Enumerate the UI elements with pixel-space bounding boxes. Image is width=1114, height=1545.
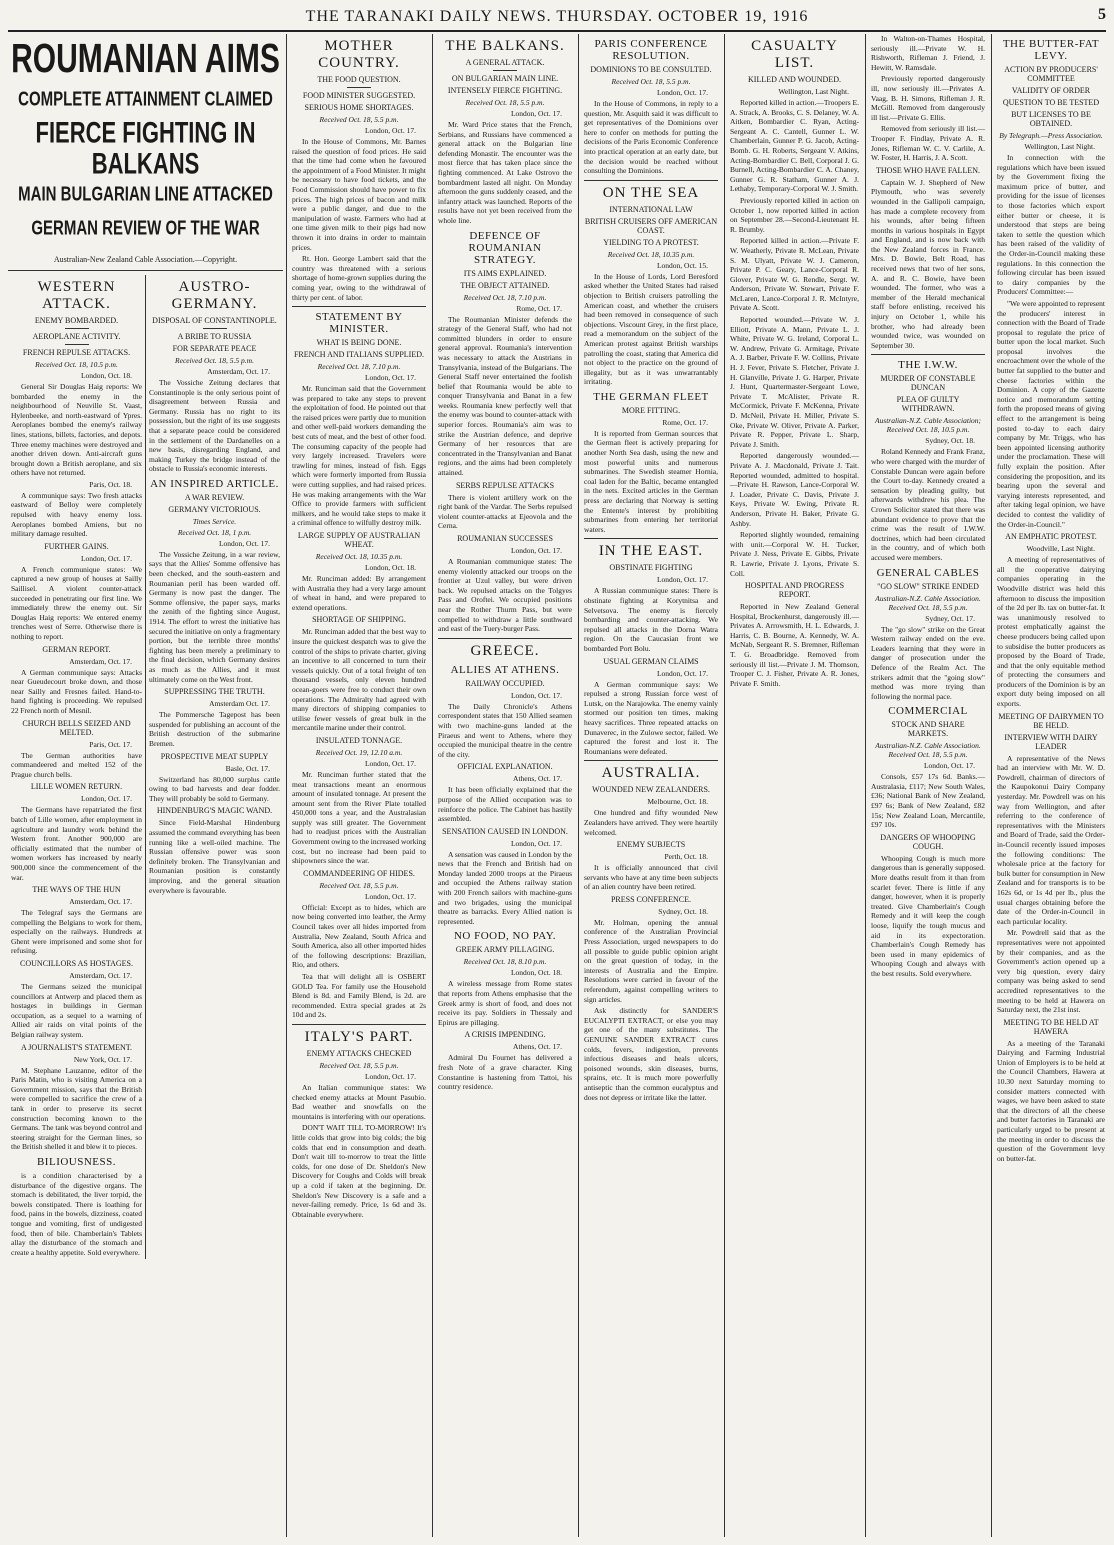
section-title: THE BALKANS. bbox=[445, 38, 565, 54]
subhead: ACTION BY PRODUCERS' COMMITTEE bbox=[1004, 65, 1098, 83]
subhead: FRENCH REPULSE ATTACKS. bbox=[22, 347, 131, 357]
article-text: In Walton-on-Thames Hospital, seriously ill.—Private W. H. Rishworth, Rifleman J. Friend, J. Hewitt, W. Ramsdale. bbox=[871, 34, 985, 72]
article-text: There is violent artillery work on the right bank of the Vardar. The Serbs repulsed violent counter-attacks at Ejeovola and the Cerna. bbox=[438, 492, 572, 531]
section-title: THE I.W.W. bbox=[898, 359, 958, 372]
article-text: The Germans have repatriated the first batch of Lille women, after employment in agriculture and laundry work behind the Western front. Another 900,000 are officially estimated that the number of women workers has increased by nearly 900,000 since the commencement of the war. bbox=[11, 805, 142, 882]
subhead: THE OBJECT ATTAINED. bbox=[460, 280, 550, 290]
subhead: STOCK AND SHARE MARKETS. bbox=[891, 720, 965, 739]
section-title: COMMERCIAL bbox=[888, 705, 968, 718]
received-line: Received Oct. 18, 10.35 p.m. bbox=[607, 249, 695, 259]
article-text: Mr. Runciman further stated that the meat transactions meant an enormous amount of insulated tonnage. At present the amount sent from the River Plate totalled 450,000 tons a year, and the Australasian supply was still greater. The Government had to readjust prices with the Australian Government owing to the increased working cost, but no increase had been paid to shipowners since the war. bbox=[292, 769, 426, 866]
subhead: VALIDITY OF ORDER bbox=[1011, 86, 1091, 95]
dateline: London, Oct. 17. bbox=[364, 1071, 416, 1081]
subhead: WOUNDED NEW ZEALANDERS. bbox=[592, 785, 710, 795]
dateline: Amsterdam, Oct. 17. bbox=[69, 656, 132, 666]
divider bbox=[584, 538, 718, 539]
column-rule bbox=[865, 34, 866, 1537]
divider bbox=[584, 760, 718, 761]
dateline: Woodville, Last Night. bbox=[1026, 544, 1095, 554]
article-text: As a meeting of the Taranaki Dairying and Farming Industrial Union of Employers is to be held at the Council Chambers, Hawera at 10.30 next Saturday morning to consider matters connected with wages, we have been asked to state that the directors of all the cheese and butter factories in Taranaki are particularly urged to be present at the meeting in order to discuss the question of the Government levy on butter-fat. bbox=[997, 1038, 1105, 1163]
column-casualty-continued bbox=[868, 34, 988, 1534]
subhead: DANGERS OF WHOOPING COUGH. bbox=[880, 832, 976, 851]
subhead: THOSE WHO HAVE FALLEN. bbox=[876, 165, 980, 175]
article-text: A Roumanian communique states: The enemy violently attacked our troops on the frontier at Uzul valley, but were driven back. We repulsed attacks on the Tolgyes Pass and Oroftei. We occupied positions near the Rother Thurm Pass, but were compelled to withdraw a little southward and east of the Tuery-burger Pass. bbox=[438, 557, 572, 634]
dateline: Athens, Oct. 17. bbox=[513, 774, 562, 784]
article-text: Mr. Holman, opening the annual conference of the Australian Provincial Press Association, urged newspapers to do all possible to guide public opinion aright on the great question of today, in the interests of Australia and the Empire. Resolutions were carried in favour of the referendum, against compelling writers to sign articles. bbox=[584, 917, 718, 1004]
subhead: INSULATED TONNAGE. bbox=[315, 735, 403, 745]
dateline: London, Oct. 17. bbox=[218, 538, 270, 548]
dateline: Sydney, Oct. 17. bbox=[925, 613, 975, 623]
subhead: RAILWAY OCCUPIED. bbox=[465, 678, 545, 688]
dateline: Paris, Oct. 18. bbox=[89, 479, 132, 489]
received-line: Received Oct. 18, 5.5 p.m. bbox=[319, 880, 399, 890]
dateline: London, Oct. 17. bbox=[923, 761, 975, 771]
article-text: "We were appointed to represent the producers' interest in connection with the Board of Trade proposal to regulate the price of butter upon the local market. Such proposal involves the encroachment over the whole of the butter fat supplied to the butter and cheese factories within the Dominion. A copy of the Gazette notice and memorandum setting forth the proposed means of giving effect to the arrangement is being posted to-day to each dairy company by Mr. Triggs, who has been appointed licensing authority under the proclamation. These will fully explain the position. After considering the proposition, and its bearing upon the several and varying interests represented, and after taking legal opinion, we have decided to contest the validity of the Order-in-Council." bbox=[997, 298, 1105, 529]
article-text: Mr. Runciman said that the Government was prepared to take any steps to prevent the exploitation of food. He pointed out that the raised prices were partly due to munition and other well-paid workers demanding the best cuts of meat, and the best of other food. The consuming capacity of the people had very largely increased. Travelers were trawling for mines, instead of fish. Eggs which were formerly imported from Russia were cutting supplies, and had raised prices. He was making arrangements with the War Office to provide farmers with sufficient milkers, and he would take steps to make it a criminal offence to wilfully destroy milk. bbox=[292, 384, 426, 528]
article-text: The Telegraf says the Germans are compelling the Belgians to work for them, especially on the railways. Hundreds at Ghent were imprisoned and some shot for refusing. bbox=[11, 908, 142, 956]
article-text: Official: Except as to hides, which are now being converted into leather, the Army Council takes over all hides imported from Australia, New Zealand, South Africa and South America, also all other imported hides of the following descriptions: Brazilian, Rio, and others. bbox=[292, 902, 426, 970]
received-line: Australian-N.Z. Cable Association. Received Oct. 18, 5.5 p.m. bbox=[875, 741, 981, 760]
dateline: London, Oct. 17. bbox=[364, 891, 416, 901]
subhead: SHORTAGE OF SHIPPING. bbox=[312, 615, 406, 625]
column-rule bbox=[578, 34, 579, 1537]
column-1 bbox=[8, 34, 283, 1534]
dateline: Amsterdam Oct. 17. bbox=[209, 699, 270, 709]
column-balkans bbox=[435, 34, 575, 1534]
article-text: In the House of Lords, Lord Beresford asked whether the United States had raised objection to British cruisers patrolling the American coast, and whether the cruisers had been removed in consequence of such objections. Viscount Grey, in the first place, read a memorandum on the subject of the American protest against British warships patrolling the coast, stating that America did not object to the practice on the ground of illegality, but as it was unwarrantably irritating. bbox=[584, 271, 718, 387]
ad-text: Whooping Cough is much more dangerous than is generally supposed. More deaths result from it than from scarlet fever. There is little if any danger, however, when it is properly treated. Give Chamberlain's Cough Remedy and it will keep the cough loose, liquify the tough mucus and aid in its expectoration. Chamberlain's Cough Remedy has been used in many epidemics of Whooping Cough and always with the best results. Sold everywhere. bbox=[871, 853, 985, 978]
subhead: PRESS CONFERENCE. bbox=[610, 894, 692, 904]
dateline: London, Oct. 17. bbox=[510, 546, 562, 555]
subhead: KILLED AND WOUNDED. bbox=[748, 75, 841, 84]
section-title: WESTERN ATTACK. bbox=[37, 278, 116, 312]
subhead: COMMANDEERING OF HIDES. bbox=[303, 868, 415, 878]
service-line: By Telegraph.—Press Association. bbox=[999, 131, 1103, 140]
article-text: Since Field-Marshal Hindenburg assumed the command everything has been running like a well-oiled machine. The Russian offensive power was soon definitely broken. The Transylvanian and Roumanian position is constantly improving, and the general situation everywhere is favourable. bbox=[149, 818, 280, 895]
column-rule bbox=[991, 34, 992, 1537]
subhead: INTERVIEW WITH DAIRY LEADER bbox=[1004, 732, 1098, 751]
column-rule bbox=[286, 34, 287, 1537]
section-title: GREECE. bbox=[470, 642, 540, 659]
subhead: FOOD MINISTER SUGGESTED. bbox=[302, 91, 416, 100]
article-text: Removed from seriously ill list.—Trooper F. Findlay, Private A. R. Jones, Rifleman W. C. V. Carlile, A. W. Foster, H. Harris, J. A. Scott. bbox=[871, 124, 985, 163]
subhead: LARGE SUPPLY OF AUSTRALIAN WHEAT. bbox=[297, 531, 421, 549]
dateline: London, Oct. 17. bbox=[364, 126, 416, 135]
column-conference bbox=[581, 34, 721, 1534]
received-line: Australian-N.Z. Cable Association. Received Oct. 18, 5.5 p.m. bbox=[875, 593, 981, 612]
subhead: PLEA OF GUILTY WITHDRAWN. bbox=[896, 395, 960, 414]
article-text: Mr. Ward Price states that the French, Serbians, and Russians have commenced a general attack on the Bulgarian line defending Monastir. The encounter was the most fierce that has taken place since the fighting commenced. At Lake Ostrovo the bombardment lasted all night. On Monday afternoon the guns suddenly ceased, and the infantry attack was launched. Reports of the results have not yet been received from the whole line. bbox=[438, 120, 572, 225]
subhead: QUESTION TO BE TESTED bbox=[1002, 98, 1100, 107]
headline-main: ROUMANIAN AIMS bbox=[11, 37, 280, 82]
dateline: Athens, Oct. 17. bbox=[513, 1042, 562, 1052]
subhead: GERMAN REPORT. bbox=[42, 644, 111, 654]
article-text: A communique says: Two fresh attacks eastward of Belloy were completely repulsed with heavy enemy loss. Aeroplanes bombed Amiens, but no military damage resulted. bbox=[11, 490, 142, 539]
article-text: An Italian communique states: We checked enemy attacks at Mount Pasubio. Bad weather and snowfalls on the mountains is interfering with our operations. bbox=[292, 1082, 426, 1121]
subhead: USUAL GERMAN CLAIMS bbox=[603, 656, 699, 666]
article-text: A sensation was caused in London by the news that the French and British had on Monday landed 2000 troops at the Piraeus and occupied the Athens railway station with 200 French sailors with machine-guns and two brigades, using the municipal theatre as barracks. Every Allied nation is represented. bbox=[438, 849, 572, 926]
received-line: Received Oct. 18, 5.5 p.m. bbox=[319, 1060, 399, 1070]
subcolumns bbox=[8, 275, 283, 1259]
subhead: MURDER OF CONSTABLE DUNCAN bbox=[880, 374, 976, 393]
section-title: NO FOOD, NO PAY. bbox=[453, 930, 557, 943]
subhead: ROUMANIAN SUCCESSES bbox=[457, 534, 553, 543]
dateline: London, Oct. 17. bbox=[510, 838, 562, 848]
dateline: London, Oct. 18. bbox=[510, 968, 562, 978]
subhead: FRENCH AND ITALIANS SUPPLIED. bbox=[293, 350, 425, 360]
received-line: Received Oct. 18, 5.5 p.m. bbox=[319, 115, 399, 124]
received-line: Received Oct. 18, 1 p.m. bbox=[177, 527, 252, 537]
column-rule bbox=[724, 34, 725, 1537]
subhead: MORE FITTING. bbox=[621, 405, 681, 415]
service-line: Times Service. bbox=[192, 516, 237, 526]
article-text: Previously reported dangerously ill, now seriously ill.—Privates A. Vaag, B. H. Simons, Rifleman J. R. McGill. Removed from dangerously ill list.—Private G. Ellis. bbox=[871, 74, 985, 122]
dash-rule bbox=[203, 328, 227, 329]
dateline: Amsterdam, Oct. 17. bbox=[69, 971, 132, 981]
dateline: Paris, Oct. 17. bbox=[89, 739, 132, 749]
masthead: THE TARANAKI DAILY NEWS. THURSDAY. OCTOBER 19, 1916 bbox=[305, 8, 809, 25]
subhead: SENSATION CAUSED IN LONDON. bbox=[442, 826, 568, 836]
received-line: Received Oct. 18, 5.5 p.m. bbox=[611, 77, 691, 86]
headline-5: GERMAN REVIEW OF THE WAR bbox=[31, 217, 260, 241]
subhead: INTERNATIONAL LAW bbox=[609, 204, 693, 214]
received-line: Received Oct. 18, 8.10 p.m. bbox=[463, 957, 547, 967]
section-title: AN INSPIRED ARTICLE. bbox=[150, 477, 279, 490]
subhead: DISPOSAL OF CONSTANTINOPLE. bbox=[152, 315, 277, 325]
column-mother-country bbox=[289, 34, 429, 1534]
subhead: BRITISH CRUISERS OFF AMERICAN COAST. bbox=[584, 216, 718, 235]
subhead: INTENSELY FIERCE FIGHTING. bbox=[447, 86, 563, 95]
received-line: Received Oct. 18, 5.5 p.m. bbox=[465, 98, 545, 107]
dateline: London, Oct. 18. bbox=[364, 563, 416, 572]
dateline: London, Oct. 17. bbox=[80, 553, 132, 563]
article-text: Reported dangerously wounded.—Private A. J. Macdonald, Private J. Tait. Reported wounded, admitted to hospital.—Private H. Rawson, Lance-Corporal W. J. Loader, Private C. Davis, Private J. Keys, Private W. Ewing, Private R. Anderson, Private H. Baker, Private G. Ashby. bbox=[730, 451, 859, 528]
section-title: ALLIES AT ATHENS. bbox=[450, 663, 560, 676]
subhead: OFFICIAL EXPLANATION. bbox=[457, 762, 553, 772]
subhead: YIELDING TO A PROTEST. bbox=[603, 237, 699, 247]
divider bbox=[584, 180, 718, 181]
subhead: A CRISIS IMPENDING. bbox=[464, 1030, 546, 1040]
article-text: A meeting of representatives of all the cooperative dairying companies operating in the Woodville district was held this afternoon to discuss the imposition of the 2d per lb. tax on butter-fat. It was unanimously resolved to protest emphatically against the cheese producers being called upon to subsidise the butter producers as proposed by the Board of Trade, and that the only equitable method of protecting the consumers and producers of the Dominion is by an export duty being imposed on all exports. bbox=[997, 555, 1105, 709]
dateline: Basle, Oct. 17. bbox=[225, 763, 270, 773]
cable-credit: Australian-New Zealand Cable Association.—Copyright. bbox=[53, 254, 238, 264]
article-text: A wireless message from Rome states that reports from Athens emphasise that the Greek army is short of food, and does not receive its pay. Soldiers in Thessaly and Epirus are pillaging. bbox=[438, 979, 572, 1027]
section-title: THE GERMAN FLEET bbox=[593, 390, 709, 403]
subhead: HINDENBURG'S MAGIC WAND. bbox=[156, 806, 273, 816]
section-title: AUSTRO-GERMANY. bbox=[171, 278, 258, 312]
headline-2: COMPLETE ATTAINMENT CLAIMED bbox=[18, 87, 273, 111]
subhead: ENEMY SUBJECTS bbox=[616, 840, 686, 850]
article-text: General Sir Douglas Haig reports: We bombarded the enemy in the neighbourhood of Neuville St. Vaast, Hylenbeeke, and north-eastward of Ypres. Aeroplanes bombed the enemy's railway lines, stations, billets, factories, and depots. Three enemy machines were destroyed and another driven down. Anti-aircraft guns brought down a British aeroplane, and six others have not returned. bbox=[11, 381, 142, 478]
subhead: DOMINIONS TO BE CONSULTED. bbox=[590, 65, 712, 74]
section-title: PARIS CONFERENCE RESOLUTION. bbox=[594, 38, 708, 62]
dash-rule bbox=[65, 344, 89, 345]
subhead: A WAR REVIEW. bbox=[184, 492, 245, 502]
ad-text: Tea that will delight all is OSBERT GOLD Tea. For family use the Household Blend is 8d. and Family Blend, is 2d. are recommended. Extra special grades at 2s 10d and 2s. bbox=[292, 972, 426, 1020]
subhead: FURTHER GAINS. bbox=[44, 541, 109, 551]
article-text: A German communique says: Attacks near Gueudecourt broke down, and those near Sailly and Fresnes failed. Hand-to-hand fighting is proceeding. We repulsed 22 French north of Mesnil. bbox=[11, 667, 142, 715]
article-text: It is reported from German sources that the German fleet is actively preparing for another North Sea dash, using the new and most powerful units and numerous submarines. The Swedish steamer Hornia, coal laden for the Baltic, became entangled in the nets. Excited articles in the German press are declaring that Norway is setting the Entente's interest by prohibiting submarines from entering her territorial waters. bbox=[584, 428, 718, 534]
divider bbox=[438, 638, 572, 639]
article-text: A French communique states: We captured a new group of houses at Sailly Saillisel. A violent counter-attack succeeded in penetrating our first line. We immediately threw the enemy out. Sir Douglas Haig reports: We entered enemy trenches west of Serre. Otherwise there is nothing to report. bbox=[11, 564, 142, 641]
subhead: WHAT IS BEING DONE. bbox=[316, 338, 402, 348]
subhead: THE WAYS OF THE HUN bbox=[32, 885, 121, 895]
subhead: LILLE WOMEN RETURN. bbox=[30, 782, 123, 792]
dateline: Amsterdam, Oct. 17. bbox=[69, 897, 132, 907]
section-title: MOTHER COUNTRY. bbox=[318, 38, 400, 71]
subhead: AEROPLANE ACTIVITY. bbox=[32, 331, 121, 341]
subhead: SUPPRESSING THE TRUTH. bbox=[164, 687, 265, 697]
article-text: Previously reported killed in action on October 1, now reported killed in action on September 28.—Second-Lieutenant H. R. Brumby. bbox=[730, 195, 859, 234]
column-casualty bbox=[727, 34, 862, 1534]
dateline: London, Oct. 17. bbox=[510, 690, 562, 700]
article-text: Admiral Du Fournet has delivered a fresh Note of a grave character. King Constantine is hastening from Tattoi, his country residence. bbox=[438, 1053, 572, 1092]
received-line: Received Oct. 18, 7.10 p.m. bbox=[317, 362, 401, 372]
section-title: AUSTRALIA. bbox=[601, 765, 701, 782]
article-text: One hundred and fifty wounded New Zealanders have arrived. They were heartily welcomed. bbox=[584, 808, 718, 837]
dateline: London, Oct. 18. bbox=[80, 370, 132, 380]
section-title: ITALY'S PART. bbox=[304, 1028, 414, 1045]
ad-text: DON'T WAIT TILL TO-MORROW! It's little colds that grow into big colds; the big colds that end in consumption and death. Don't wait till to-morrow to treat the little colds, for one dose of Dr. Sheldon's New Discovery for Coughs and Colds will break up a cold if taken at the beginning. Dr. Sheldon's New Discovery is a safe and a never-failing remedy. Price, 1s 6d and 3s. Obtainable everywhere. bbox=[292, 1123, 426, 1219]
article-text: Switzerland has 80,000 surplus cattle owing to bad harvests and dear fodder. They will probably be sold to Germany. bbox=[149, 774, 280, 803]
subhead: HOSPITAL AND PROGRESS REPORT. bbox=[744, 581, 845, 600]
dash-rule bbox=[347, 87, 371, 88]
section-title: DEFENCE OF ROUMANIAN STRATEGY. bbox=[468, 229, 542, 266]
article-text: Reported wounded.—Private W. J. Elliott, Private A. Mann, Private L. J. White, Private W. G. Ireland, Corporal L. W. Andrew, Private G. Armitage, Private A. J. Barber, Private F. W. Collins, Private H. J. Fever, Private S. Fletcher, Private J. H. Glanville, Private J. G. Harper, Private J. Hunt, Quartermaster-Sergeant Lowe, Private T. McAlister, Private R. McCormick, Private F. McKenna, Private D. McNeil, Private H. Miller, Private S. Oke, Private W. Oliver, Private A. Parker, Private R. Pepper, Private L. Sharp, Private J. Smith. bbox=[730, 315, 859, 449]
dateline: London, Oct. 17. bbox=[80, 794, 132, 804]
article-text: The Daily Chronicle's Athens correspondent states that 150 Allied seamen with two machine-guns landed at the Piraeus and went to Athens, where they occupied the municipal theatre in the centre of the city. bbox=[438, 701, 572, 759]
article-text: It has been officially explained that the purpose of the Allied occupation was to reinforce the police. The Cabinet has hastily assembled. bbox=[438, 785, 572, 824]
section-title: CASUALTY LIST. bbox=[751, 38, 838, 71]
article-text: In the House of Commons, Mr. Barnes raised the question of food prices. He said that the time had come when he favoured the appointment of a Food Minister. It might be necessary to have food tickets, and the Food Commission should have power to fix prices. The high prices of bacon and milk were a public danger, and due to the manipulation of waste. Farmers who had at one time given milk to their pigs had now thrown it into drains in order to maintain prices. bbox=[292, 137, 426, 252]
section-title: GENERAL CABLES bbox=[876, 566, 980, 579]
dash-rule bbox=[493, 70, 517, 71]
dateline: Perth, Oct. 18. bbox=[664, 852, 708, 862]
subhead: MEETING TO BE HELD AT HAWERA bbox=[1003, 1017, 1099, 1036]
article-text: In connection with the regulations which have been issued by the Government fixing the maximum price of butter, and providing for the issue of licenses to those factories which export either butter or cheese, it is understood that steps are being taken to settle the question which has been raised of the validity of the Order-in-Council making these regulations. In this connection the following circular has been issued to dairy companies by the Producers' Committee:— bbox=[997, 153, 1105, 297]
article-text: A Russian communique states: There is obstinate fighting at Korytnitsa and Selvetsova. The enemy is fiercely bombarding and counter-attacking. We repulsed all attacks in the Dorna Watra region. On the Caucasian front we bombarded Port Bolu. bbox=[584, 586, 718, 653]
dateline: Wellington, Last Night. bbox=[778, 87, 849, 96]
section-title: ON THE SEA bbox=[602, 184, 700, 201]
subhead: GERMANY VICTORIOUS. bbox=[168, 504, 261, 514]
received-line: Australian-N.Z. Cable Association; Received Oct. 18, 10.5 p.m. bbox=[874, 416, 982, 435]
ad-text: is a condition characterised by a disturbance of the digestive organs. The stomach is debilitated, the liver torpid, the bowels constipated. There is loathing for food, pains in the bowels, dizziness, coated tongue and vomiting, first of undigested food, then of bile. Chamberlain's Tablets allay the disturbance of the stomach and create a healthy appetite. Sold everywhere. bbox=[11, 1170, 142, 1257]
subhead: OBSTINATE FIGHTING bbox=[609, 563, 693, 573]
dateline: London, Oct. 17. bbox=[510, 109, 562, 118]
article-text: Reported slightly wounded, remaining with unit.—Corporal W. H. Tucker, Private J. Ness, Private E. Gibbs, Private R. Lawrie, Private J. Lyons, Private S. Coll. bbox=[730, 530, 859, 578]
article-text: The Germans seized the municipal councillors at Antwerp and placed them as hostages in buildings in German occupation, as a sequel to a warning of Allied air raids on vital points of the Belgian railway system. bbox=[11, 982, 142, 1040]
received-line: Received Oct. 18, 10.35 p.m. bbox=[315, 552, 403, 561]
article-text: M. Stephane Lauzanne, editor of the Paris Matin, who is visiting America on a Government mission, says that the British were compelled to sacrifice the crew of a tank in order to preserve its secret construction becoming known to the Germans. The tank was beyond control and steering straight for the German lines, so the British shelled it and blew it to pieces. bbox=[11, 1065, 142, 1152]
subhead: A GENERAL ATTACK. bbox=[465, 58, 545, 67]
received-line: Received Oct. 18, 7.10 p.m. bbox=[463, 292, 547, 302]
article-text: Mr. Runciman added that the best way to insure the quickest despatch was to give the control of the ships to private charter, giving an incentive to all concerned to turn their vessels quickly. Out of a total freight of ten thousand vessels, only eleven hundred ocean-goers were free to conduct their own operations. The Admiralty had agreed with many directors of shipping companies to utilise fewer vessels of great bulk in the mercantile marine under their control. bbox=[292, 627, 426, 733]
dateline: Sydney, Oct. 18. bbox=[925, 436, 975, 446]
article-text: Reported in New Zealand General Hospital, Brockenhurst, dangerously ill.—Privates A. Arrowsmith, H. L. Edwards, J. Harris, C. B. Bourne, A. Kennedy, W. A. McNab, Sergeant R. S. Bremner, Rifleman T. G. Broadbridge. Removed from seriously ill list.—Private J. M. Thomson, Trooper C. J. Fisher, Private A. R. Jones, Private F. Smith. bbox=[730, 602, 859, 688]
dash-rule bbox=[65, 328, 89, 329]
section-title: THE BUTTER-FAT LEVY. bbox=[1002, 38, 1100, 62]
subhead: AN EMPHATIC PROTEST. bbox=[1005, 532, 1097, 542]
subhead: ENEMY ATTACKS CHECKED bbox=[306, 1048, 412, 1058]
subcolumn-western bbox=[8, 275, 145, 1259]
column-butter-fat bbox=[994, 34, 1108, 1534]
subhead: SERIOUS HOME SHORTAGES. bbox=[304, 103, 414, 112]
ad-title: BILIOUSNESS. bbox=[36, 1155, 117, 1168]
subcolumn-austro bbox=[145, 275, 283, 1259]
headline-3: FIERCE FIGHTING IN BALKANS bbox=[35, 115, 256, 181]
dateline: Wellington, Last Night. bbox=[1024, 142, 1095, 151]
masthead-rule bbox=[8, 30, 1106, 32]
subhead: FOR SEPARATE PEACE bbox=[172, 343, 257, 353]
article-text: The Pommersche Tagepost has been suspended for publishing an account of the British destruction of the submarine Bremen. bbox=[149, 710, 280, 748]
section-title: STATEMENT BY MINISTER. bbox=[315, 311, 403, 336]
article-text: The Vossiche Zeitung, in a war review, says that the Allies' Somme offensive has been checked, and the south-eastern and Roumanian peril has been warded off. Germany is now past the danger. The Somme offensive, the paper says, marks the zenith of the fighting since August, 1914. The effort to wrest the initiative has secured the initiative on only a fragmentary portion, but the terrible three months' fighting has been merely a preliminary to the final decision, which Germany desires as much as the Allies, and it must ultimately come on the West front. bbox=[149, 549, 280, 684]
article-text: Reported killed in action.—Troopers E. A. Strack, A. Brooks, C. S. Delaney, W. A. Aitken, Bombardier C. Ryan, Acting-Sergeant A. C. Cantell, Gunner L. W. Chamberlain, Gunner P. G. Jacob, Acting-Bomb. G. H. Roberts, Sergeant V. Atkins, Acting-Bombardier C. Bell, Corporal J. G. Burnell, Acting-Bombardier C. A. Chaney, Gunner G. R. Statham, Gunner A. J. Lethaby, Temporary-Corporal W. J. Smith. bbox=[730, 98, 859, 194]
divider bbox=[292, 306, 426, 307]
article-text: Captain W. J. Shepherd of New Plymouth, who was severely wounded in the Gallipoli campaign, has made a complete recovery from his wounds, after being fifteen months in various hospitals in Egypt and England, and is now back with the New Zealand forces in France. Mrs. D. Bowie, Belt Road, has received news that two of her sons, A. and R. C. Bowie, have been wounded. The former, who was a member of the Herald mechanical staff before enlisting, received his injury on October 1, while his brother, who had already been wounded twice, was wounded on September 30. bbox=[871, 177, 985, 350]
received-line: Received Oct. 19, 12.10 a.m. bbox=[315, 747, 403, 757]
page-number: 5 bbox=[1098, 6, 1106, 23]
article-text: The German authorities have commandeered and melted 152 of the Prague church bells. bbox=[11, 750, 142, 779]
subhead: GREEK ARMY PILLAGING. bbox=[455, 945, 555, 955]
article-text: Roland Kennedy and Frank Franz, who were charged with the murder of Constable Duncan were again before the Court to-day. Kennedy created a sensation by pleading guilty, but afterwards withdrew his plea. The Crown Solicitor stated that there was abundant evidence to prove that the crime was the result of I.W.W. doctrines, which had been circulated in the country, and of which both accused were members. bbox=[871, 447, 985, 562]
ad-text: Ask distinctly for SANDER'S EUCALYPTI EXTRACT, or else you may get one of the many substitutes. The GENUINE SANDER EXTRACT cures colds, fevers, indigestion, prevents infectious diseases and heals ulcers, poisoned wounds, skin diseases, burns, sprains, etc. It is much more powerfully antiseptic than the common eucalyptus and does not depress or irritate like the latter. bbox=[584, 1006, 718, 1102]
subhead: SERBS REPULSE ATTACKS bbox=[455, 480, 555, 490]
dateline: London, Oct. 17. bbox=[656, 668, 708, 678]
subhead: CHURCH BELLS SEIZED AND MELTED. bbox=[22, 718, 131, 737]
dateline: London, Oct. 17. bbox=[656, 88, 708, 97]
dateline: Rome, Oct. 17. bbox=[516, 303, 562, 313]
article-text: A representative of the News had an interview with Mr. W. D. Powdrell, chairman of directors of the Kaupokonui Dairy Company yesterday. Mr. Powdrell was on his way from Wellington, and after referring to the conference of representatives with the Ministers and Board of Trade, said the Order-in-Council recently issued imposes the following conditions: The wholesale price at the factory for bulk butter for consumption in New Zealand and for transports is to be 162s 6d, or 1s 4d per lb., plus the usual charges obtaining before the date of the Order-in-Council in each particular locality. bbox=[997, 753, 1105, 926]
article-text: Reported killed in action.—Private F. W. Weatherly, Private R. McLean, Private S. M. Ulyatt, Private W. J. Cameron, Private P. C. Geary, Lance-Corporal R. Glover, Private W. G. Rendle, Sergt. W. Anderson, Private W. Stewart, Private F. McLaren, Lance-Corporal J. R. McIntyre, Private A. Scott. bbox=[730, 236, 859, 313]
subhead: A JOURNALIST'S STATEMENT. bbox=[20, 1042, 133, 1052]
divider bbox=[871, 354, 985, 355]
subhead: PROSPECTIVE MEAT SUPPLY bbox=[160, 751, 269, 761]
dateline: New York, Oct. 17. bbox=[73, 1054, 132, 1064]
article-text: Consols, £57 17s 6d. Banks.—Australasia, £117; New South Wales, £36; National Bank of New Zealand, £97 6s; Bank of New Zealand, £82 15s; New Zealand Loan, Mercantile, £97 10s. bbox=[871, 772, 985, 830]
dateline: London, Oct. 17. bbox=[364, 758, 416, 768]
article-text: The "go slow" strike on the Great Western railway ended on the eve. Leaders learning that they were in danger of prosecution under the Defence of the Realm Act. The strikers admit that the "going slow" method was more trying than following the normal pace. bbox=[871, 624, 985, 701]
subhead: THE FOOD QUESTION. bbox=[317, 75, 401, 84]
dateline: London, Oct. 17. bbox=[656, 575, 708, 585]
subhead: BUT LICENSES TO BE OBTAINED. bbox=[1011, 110, 1091, 128]
subhead: ENEMY BOMBARDED. bbox=[34, 315, 119, 325]
subhead: ITS AIMS EXPLAINED. bbox=[463, 268, 547, 278]
dateline: Melbourne, Oct. 18. bbox=[647, 797, 708, 807]
section-title: IN THE EAST. bbox=[598, 543, 704, 560]
subhead: ON BULGARIAN MAIN LINE. bbox=[451, 74, 559, 83]
received-line: Received Oct. 18, 5.5 p.m. bbox=[175, 355, 254, 365]
subhead: "GO SLOW" STRIKE ENDED bbox=[877, 581, 979, 591]
dateline: Rome, Oct. 17. bbox=[662, 417, 708, 427]
subhead: MEETING OF DAIRYMEN TO BE HELD. bbox=[998, 711, 1104, 730]
article-text: A German communique says: We repulsed a strong Russian force west of Lutsk, on the Narajowka. The enemy vainly stormed our position ten times, making heavy sacrifices. Three repeated attacks on Dunaverec, in the Zulowe sector, failed. We captured the forest and lost it. The Roumanians were defeated. bbox=[584, 679, 718, 756]
article-text: In the House of Commons, in reply to a question, Mr. Asquith said it was difficult to get representatives of the Dominions over here to confer on methods for putting the decisions of the Paris Economic Conference into practical operation at an early date, but the decision would be reached without consulting the Dominions. bbox=[584, 99, 718, 176]
article-text: The Vossiche Zeitung declares that Constantinople is the only serious point of disagreement between Russia and Germany. Russia has no right to its possession, but the right of its use suggests that a separate peace could be considered in the settlement of the Dardanelles on a new basis, disregarding England, and making Turkey the bridge instead of the obstacle to Russia's economic interests. bbox=[149, 377, 280, 474]
column-rule bbox=[432, 34, 433, 1537]
received-line: Received Oct. 18, 10.5 p.m. bbox=[35, 359, 118, 369]
dateline: Amsterdam, Oct. 17. bbox=[207, 366, 270, 376]
divider bbox=[292, 1024, 426, 1025]
article-text: It is officially announced that civil servants who have at any time been subjects of an alien country have been retired. bbox=[584, 863, 718, 892]
dateline: Sydney, Oct. 18. bbox=[658, 906, 708, 916]
subhead: COUNCILLORS AS HOSTAGES. bbox=[20, 959, 133, 969]
dateline: London, Oct. 15. bbox=[656, 260, 708, 270]
subhead: A BRIBE TO RUSSIA bbox=[177, 331, 252, 341]
article-text: The Roumanian Minister defends the strategy of the General Staff, who had not committed blunders in order to ensure general approval. Roumania's intervention was necessary to attack the Austrians in Transylvania, instead of the Bulgarians. The General Staff never entertained the foolish belief that Roumania would be able to conquer Transylvania and Banat in a few weeks. Roumania knew perfectly well that the enemy was bound to counter-attack with superior forces. Roumania's aim was to strike the Austrian defence, and deprive Germany of her resources that are concentrated in the Transylvanian and Banat regions, and the aims had been completely attained. bbox=[438, 314, 572, 478]
headline-4: MAIN BULGARIAN LINE ATTACKED bbox=[18, 183, 273, 207]
article-text: Mr. Powdrell said that as the representatives were not appointed by their companies, and as the Government's action opened up a very big question, every dairy company was being asked to send accredited representatives to the meeting to be held at Hawera on Saturday next, the 21st inst. bbox=[997, 928, 1105, 1015]
article-text: Mr. Runciman added: By arrangement with Australia they had a very large amount of wheat in hand, and were prepared to extend operations. bbox=[292, 574, 426, 612]
dateline: London, Oct. 17. bbox=[364, 373, 416, 383]
divider bbox=[8, 270, 283, 271]
article-text: Rt. Hon. George Lambert said that the country was threatened with a serious shortage of home-grown supplies during the coming year, owing to the withdrawal of thirty per cent. of labor. bbox=[292, 254, 426, 302]
